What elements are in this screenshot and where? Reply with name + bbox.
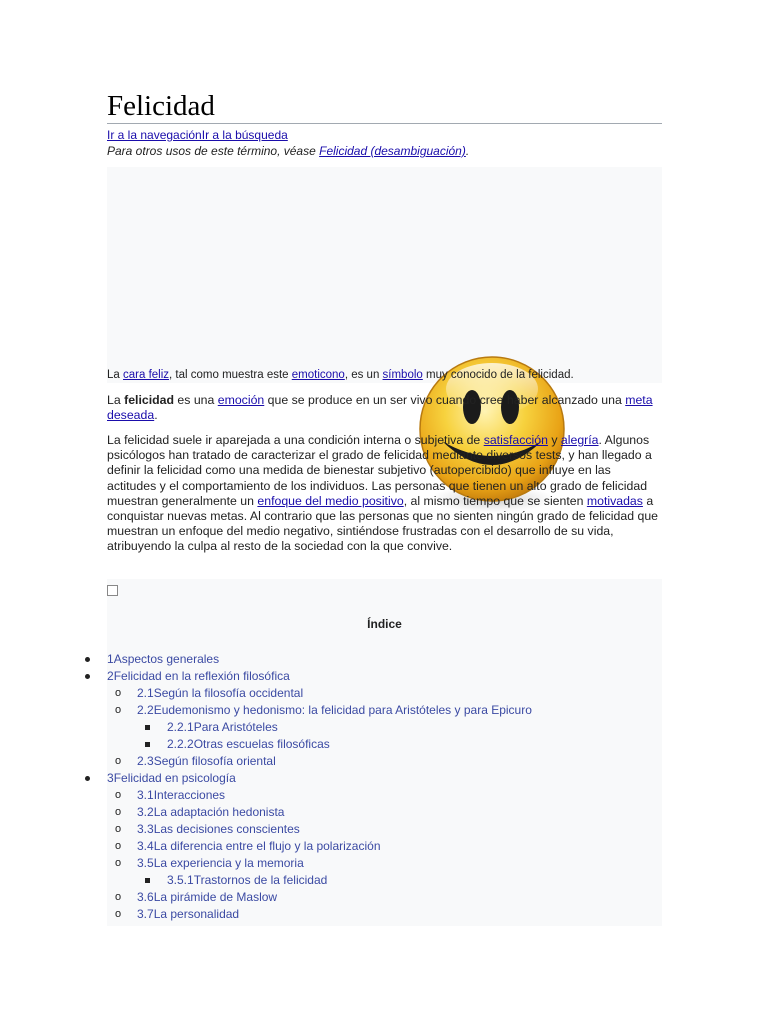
alegria-link[interactable]: alegría — [560, 433, 599, 447]
motivadas-link[interactable]: motivadas — [586, 493, 643, 508]
toc-item-label: Felicidad en la reflexión filosófica — [113, 669, 290, 683]
disambiguation-link[interactable]: Felicidad (desambiguación) — [319, 144, 466, 158]
paragraph-text: . — [154, 408, 158, 423]
jump-navigation-link[interactable]: Ir a la navegaciónIr a la búsqueda — [107, 128, 288, 142]
toc-item[interactable] — [137, 787, 225, 803]
toc-item-label: Otras escuelas filosóficas — [193, 737, 330, 751]
toc-bullet: o — [115, 891, 122, 903]
table-of-contents — [107, 579, 662, 926]
figure-caption — [107, 367, 662, 383]
paragraph-text: La — [107, 393, 125, 407]
paragraph-text: . Algunos psicólogos han tratado de caracterizar el grado de felicidad mediante diversos tests, y han llegado a definir la felicidad como una medida de bienestar subjetivo (autopercibido) que influye en las actitudes y el comportamiento de los individuos. Las personas que tienen un alto grado de felicidad muestran generalmente un — [107, 433, 652, 508]
toc-bullet — [85, 674, 90, 679]
hatnote — [107, 143, 469, 159]
toc-item-label: La diferencia entre el flujo y la polarización — [153, 839, 381, 853]
toc-item[interactable] — [167, 736, 330, 752]
toc-item[interactable] — [107, 651, 219, 667]
toc-item[interactable] — [137, 906, 239, 922]
toc-item-number: 3.1 — [137, 788, 154, 802]
paragraph-text: La felicidad suele ir aparejada a una condición interna o subjetiva de — [107, 433, 484, 447]
toc-item-number: 3.5 — [137, 856, 154, 870]
toc-item-label: Aspectos generales — [113, 652, 220, 666]
toc-item[interactable] — [137, 889, 277, 905]
hatnote-period: . — [465, 144, 470, 158]
toc-bullet — [85, 776, 90, 781]
toc-bullet: o — [115, 908, 122, 920]
toc-item-label: Felicidad en psicología — [113, 771, 236, 785]
hatnote-text: Para otros usos de este término, véase — [107, 144, 320, 158]
bold-term: felicidad — [124, 393, 174, 407]
toc-toggle-checkbox[interactable] — [107, 585, 118, 596]
toc-item-label: Eudemonismo y hedonismo: la felicidad para Aristóteles y para Epicuro — [153, 703, 532, 717]
toc-bullet: o — [115, 823, 122, 835]
toc-item[interactable] — [167, 872, 327, 888]
toc-item[interactable] — [137, 753, 276, 769]
caption-text: , tal como muestra este — [169, 369, 292, 381]
toc-item-label: La pirámide de Maslow — [153, 890, 278, 904]
toc-bullet: o — [115, 806, 122, 818]
meta-deseada-link[interactable]: meta deseada — [107, 393, 653, 423]
toc-bullet: o — [115, 704, 122, 716]
toc-item-number: 2 — [107, 669, 114, 683]
toc-bullet — [145, 725, 150, 730]
page-title: Felicidad — [107, 90, 215, 122]
caption-text: muy conocido de la felicidad. — [422, 369, 574, 381]
toc-bullet: o — [115, 840, 122, 852]
caption-text: , es un — [344, 369, 383, 381]
enfoque-medio-positivo-link[interactable]: enfoque del medio positivo — [257, 493, 404, 508]
emoticono-link[interactable]: emoticono — [291, 369, 345, 381]
toc-bullet: o — [115, 857, 122, 869]
toc-item-label: Las decisiones conscientes — [153, 822, 300, 836]
toc-item-label: La experiencia y la memoria — [153, 856, 304, 870]
toc-item[interactable] — [137, 838, 381, 854]
toc-item-number: 2.2.2 — [167, 737, 194, 751]
toc-item-number: 2.3 — [137, 754, 154, 768]
toc-item[interactable] — [137, 804, 284, 820]
paragraph-text: que se produce en un ser vivo cuando cree haber alcanzado una — [264, 393, 626, 407]
paragraph-text: y — [547, 433, 561, 447]
simbolo-link[interactable]: símbolo — [382, 369, 423, 381]
toc-bullet: o — [115, 687, 122, 699]
paragraph-text: , al mismo tiempo que se sienten — [403, 493, 587, 508]
paragraph-text: es una — [174, 393, 218, 407]
toc-item[interactable] — [107, 668, 290, 684]
toc-item-number: 3.3 — [137, 822, 154, 836]
toc-bullet: o — [115, 789, 122, 801]
toc-item[interactable] — [137, 702, 532, 718]
title-divider — [107, 123, 662, 124]
toc-bullet — [145, 878, 150, 883]
toc-item-label: Trastornos de la felicidad — [193, 873, 328, 887]
toc-item[interactable] — [107, 770, 236, 786]
toc-item-number: 2.1 — [137, 686, 154, 700]
toc-item-number: 1 — [107, 652, 114, 666]
toc-item-number: 3.4 — [137, 839, 154, 853]
toc-item[interactable] — [137, 855, 304, 871]
toc-item[interactable] — [137, 685, 303, 701]
toc-item-number: 3.7 — [137, 907, 154, 921]
toc-item-number: 3.6 — [137, 890, 154, 904]
toc-bullet — [85, 657, 90, 662]
toc-item-number: 2.2 — [137, 703, 154, 717]
emocion-link[interactable]: emoción — [217, 393, 265, 407]
paragraph-text: a conquistar nuevas metas. Al contrario que las personas que no sienten ningún grado de felicidad que muestran un enfoque del medio negativo, sintiéndose frustradas con el desarrollo de su vida, atribuyendo la culpa al resto de la sociedad con la que convive. — [107, 493, 658, 554]
intro-paragraph — [107, 393, 663, 423]
toc-item-label: Interacciones — [153, 788, 226, 802]
toc-item-label: La personalidad — [153, 907, 240, 921]
toc-item-label: Para Aristóteles — [193, 720, 278, 734]
figure-thumbnail — [107, 167, 662, 383]
toc-item-number: 3.5.1 — [167, 873, 194, 887]
jump-links[interactable] — [107, 127, 288, 143]
toc-item-number: 3 — [107, 771, 114, 785]
description-paragraph — [107, 433, 663, 555]
caption-text: La — [107, 369, 123, 381]
toc-item-label: Según filosofía oriental — [153, 754, 276, 768]
toc-item[interactable] — [167, 719, 278, 735]
toc-item[interactable] — [137, 821, 300, 837]
toc-bullet: o — [115, 755, 122, 767]
satisfaccion-link[interactable]: satisfacción — [483, 433, 548, 447]
cara-feliz-link[interactable]: cara feliz — [123, 369, 170, 381]
toc-item-label: La adaptación hedonista — [153, 805, 285, 819]
toc-title: Índice — [367, 617, 402, 631]
toc-item-label: Según la filosofía occidental — [153, 686, 304, 700]
toc-bullet — [145, 742, 150, 747]
toc-item-number: 3.2 — [137, 805, 154, 819]
toc-item-number: 2.2.1 — [167, 720, 194, 734]
